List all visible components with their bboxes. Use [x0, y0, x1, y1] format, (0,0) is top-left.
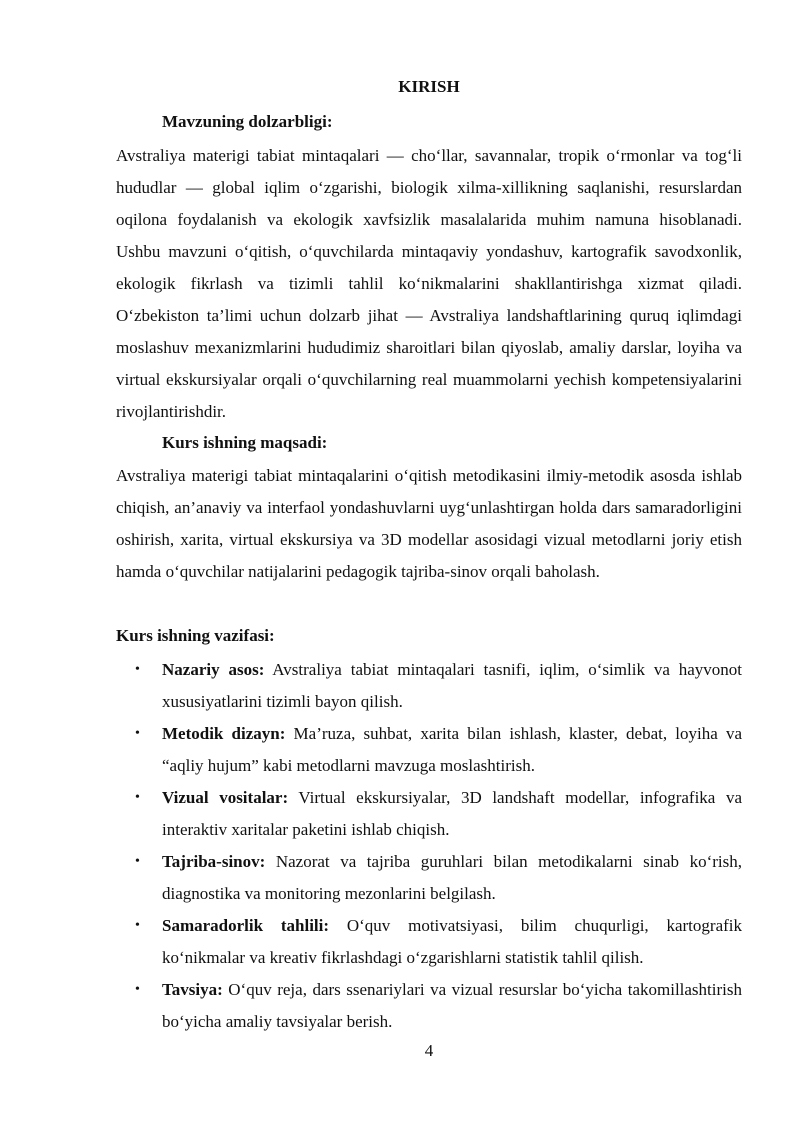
list-item-title: Tavsiya: [162, 980, 223, 999]
bullet-icon: • [135, 918, 140, 933]
list-item [116, 910, 742, 974]
list-item [116, 974, 742, 1038]
list-item-text: Avstraliya tabiat mintaqalari tasnifi, iqlim, o‘simlik va hayvonot xususiyatlarini tizimli bayon qilish. [162, 660, 743, 711]
list-item [116, 654, 742, 718]
task-list [116, 654, 742, 1038]
page-number: 4 [424, 1041, 434, 1060]
page-title: KIRISH [398, 77, 460, 96]
heading-vazifa: Kurs ishning vazifasi: [116, 626, 275, 645]
list-item-title: Metodik dizayn: [162, 724, 286, 743]
bullet-icon: • [135, 982, 140, 997]
bullet-icon: • [135, 790, 140, 805]
list-item-title: Vizual vositalar: [162, 788, 289, 807]
bullet-icon: • [135, 726, 140, 741]
list-item-text: Virtual ekskursiyalar, 3D landshaft modellar, infografika va interaktiv xaritalar paketini ishlab chiqish. [162, 788, 742, 839]
heading-maqsad: Kurs ishning maqsadi: [162, 433, 328, 452]
bullet-icon: • [135, 854, 140, 869]
bullet-icon: • [135, 662, 140, 677]
paragraph-dolzarblik: Avstraliya materigi tabiat mintaqalari — cho‘llar, savannalar, tropik o‘rmonlar va tog‘li hududlar — global iqlim o‘zgarishi, biologik xilma-xillikning saqlanishi, resurslardan oqilona foydalanish va ekologik xavfsizlik masalalarida muhim namuna hisoblanadi. Ushbu mavzuni o‘qitish, o‘quvchilarda mintaqaviy yondashuv, kartografik savodxonlik, ekologik fikrlash va tizimli tahlil ko‘nikmalarini shakllantirishga xizmat qiladi. O‘zbekiston ta’limi uchun dolzarb jihat — Avstraliya landshaftlarining quruq iqlimdagi moslashuv mexanizmlarini hududimiz sharoitlari bilan qiyoslab, amaliy darslar, loyiha va virtual ekskursiyalar orqali o‘quvchilarning real muammolarni yechish kompetensiyalarini rivojlantirishdir. [116, 146, 742, 421]
list-item-text: O‘quv reja, dars ssenariylari va vizual resurslar bo‘yicha takomillashtirish bo‘yicha amaliy tavsiyalar berish. [162, 980, 742, 1031]
list-item [116, 718, 742, 782]
list-item [116, 846, 742, 910]
list-item [116, 782, 742, 846]
heading-dolzarblik: Mavzuning dolzarbligi: [162, 112, 333, 131]
paragraph-maqsad: Avstraliya materigi tabiat mintaqalarini o‘qitish metodikasini ilmiy-metodik asosda ishlab chiqish, an’anaviy va interfaol yondashuvlarni uyg‘unlashtirgan holda dars samaradorligini oshirish, xarita, virtual ekskursiya va 3D modellar asosidagi vizual metodlarni joriy etish hamda o‘quvchilar natijalarini pedagogik tajriba-sinov orqali baholash. [116, 466, 742, 581]
list-item-text: Ma’ruza, suhbat, xarita bilan ishlash, klaster, debat, loyiha va “aqliy hujum” kabi metodlarni mavzuga moslashtirish. [162, 724, 742, 775]
list-item-text: Nazorat va tajriba guruhlari bilan metodikalarni sinab ko‘rish, diagnostika va monitoring mezonlarini belgilash. [162, 852, 742, 903]
list-item-text: O‘quv motivatsiyasi, bilim chuqurligi, kartografik ko‘nikmalar va kreativ fikrlashdagi o‘zgarishlarni statistik tahlil qilish. [162, 916, 742, 967]
list-item-title: Tajriba-sinov: [162, 852, 266, 871]
list-item-title: Samaradorlik tahlili: [162, 916, 330, 935]
list-item-title: Nazariy asos: [162, 660, 265, 679]
